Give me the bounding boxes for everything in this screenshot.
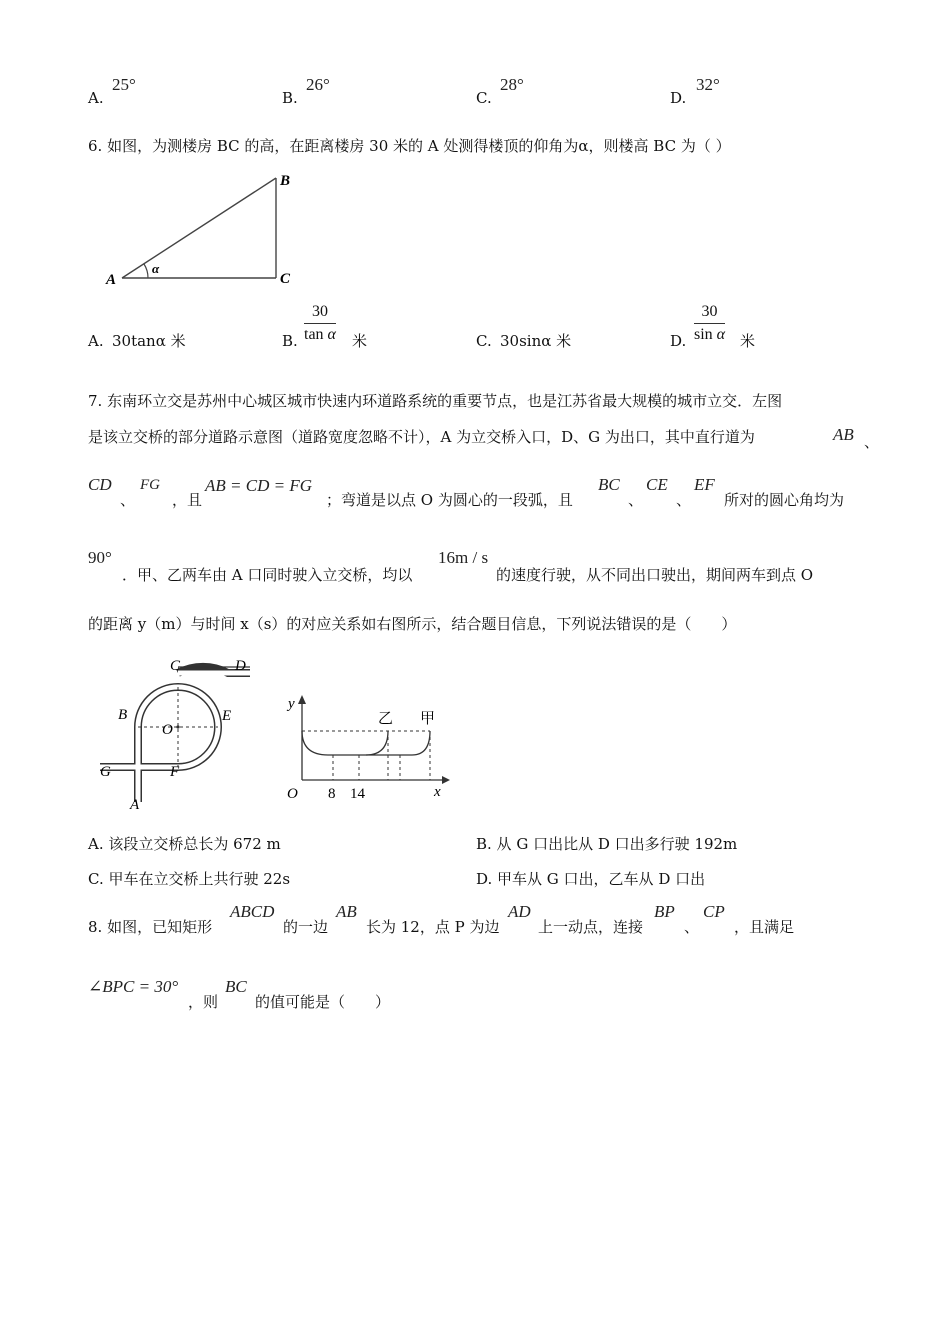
q7-graph-x-label: x <box>434 784 441 800</box>
q7-line-2: 是该立交桥的部分道路示意图（道路宽度忽略不计），A 为立交桥入口，D、G 为出口，其中直行道为 <box>88 428 755 446</box>
q8-sep: 、 <box>684 918 700 936</box>
q6-option-b-fraction <box>304 303 336 344</box>
q8-text-5: ，且满足 <box>734 918 795 936</box>
q6-option-a-letter: A. <box>88 332 104 350</box>
q7-graph-tick-14: 14 <box>350 786 365 802</box>
q6-option-d-numerator: 30 <box>694 303 725 324</box>
q5-option-a-value: 25° <box>112 75 136 94</box>
q7-math-fg: FG <box>140 477 160 493</box>
q5-option-b-letter: B. <box>282 89 298 107</box>
q7-fig-label-b: B <box>118 707 128 723</box>
q7-graph-y-label: y <box>288 696 295 712</box>
q6-option-a-text: 30tanα 米 <box>112 332 186 350</box>
q5-option-d-letter: D. <box>670 89 687 107</box>
q7-fig-label-c: C <box>170 658 181 674</box>
q7-sep-3: 、 <box>628 491 644 509</box>
q8-math-bp: BP <box>654 902 675 921</box>
q7-option-b: B. 从 G 口出比从 D 口出多行驶 192m <box>476 835 738 853</box>
q7-line-3-end: 所对的圆心角均为 <box>724 491 845 509</box>
q7-fig-label-d: D <box>235 658 246 674</box>
q7-math-cd: CD <box>88 475 112 494</box>
q7-graph-figure <box>282 690 452 806</box>
q7-qie: ，且 <box>172 491 203 509</box>
q7-line-5: 的距离 y（m）与时间 x（s）的对应关系如右图所示，结合题目信息，下列说法错误的是（ ） <box>88 615 737 633</box>
q8-math-ab: AB <box>336 902 357 921</box>
q7-option-c: C. 甲车在立交桥上共行驶 22s <box>88 870 291 888</box>
q8-text-1: 8. 如图，已知矩形 <box>88 918 213 936</box>
q6-label-a: A <box>106 272 117 288</box>
q7-sep-4: 、 <box>676 491 692 509</box>
q6-option-d-fraction <box>694 303 725 344</box>
q5-option-c-letter: C. <box>476 89 492 107</box>
q7-math-equality: AB = CD = FG <box>205 476 312 495</box>
q8-text-4: 上一动点，连接 <box>538 918 644 936</box>
q6-option-d-unit: 米 <box>740 332 756 350</box>
q6-option-b-den-var: α <box>327 326 336 343</box>
q7-math-90: 90° <box>88 548 112 567</box>
q7-math-speed: 16m / s <box>438 548 489 567</box>
q7-graph-origin: O <box>287 786 298 802</box>
q7-fig-label-a: A <box>130 797 140 812</box>
q6-label-alpha: α <box>152 261 160 276</box>
q8-math-cp: CP <box>703 902 725 921</box>
q6-option-b-numerator: 30 <box>304 303 336 324</box>
q6-label-c: C <box>280 271 291 287</box>
q6-stem: 6. 如图，为测楼房 BC 的高，在距离楼房 30 米的 A 处测得楼顶的仰角为α，则楼高 BC 为（ ） <box>88 137 731 155</box>
q7-math-ce: CE <box>646 475 668 494</box>
q5-option-c-value: 28° <box>500 75 524 94</box>
q6-label-b: B <box>280 173 291 189</box>
q7-math-bc: BC <box>598 475 620 494</box>
q8-text-3: 长为 12，点 P 为边 <box>366 918 500 936</box>
q8-math-angle: ∠BPC = 30° <box>88 977 179 996</box>
q5-option-b-value: 26° <box>306 75 330 94</box>
q5-option-a-letter: A. <box>88 89 104 107</box>
q7-graph-label-jia: 甲 <box>420 711 436 727</box>
q7-fig-label-f: F <box>170 764 180 780</box>
q6-option-b-den-fn: tan <box>304 326 324 343</box>
q6-triangle-figure <box>100 165 310 290</box>
q6-option-c-letter: C. <box>476 332 492 350</box>
q7-math-ef: EF <box>694 475 715 494</box>
q7-fig-label-e: E <box>222 708 232 724</box>
q8-math-bc: BC <box>225 977 247 996</box>
q7-sep-1: 、 <box>864 433 880 451</box>
q6-option-b-unit: 米 <box>352 332 368 350</box>
q8-math-ad: AD <box>508 902 531 921</box>
q7-option-d: D. 甲车从 G 口出，乙车从 D 口出 <box>476 870 706 888</box>
q6-option-c-text: 30sinα 米 <box>500 332 572 350</box>
q7-interchange-figure <box>98 652 263 812</box>
q7-math-ab: AB <box>833 425 854 444</box>
q6-option-d-den-var: α <box>716 326 726 343</box>
q7-graph-tick-8: 8 <box>328 786 336 802</box>
q7-line-4-start: ．甲、乙两车由 A 口同时驶入立交桥，均以 <box>122 566 413 584</box>
q6-option-d-letter: D. <box>670 332 687 350</box>
q7-graph-label-yi: 乙 <box>378 711 394 727</box>
q8-text-6: ，则 <box>188 993 219 1011</box>
q7-fig-label-g: G <box>100 764 111 780</box>
q8-text-2: 的一边 <box>283 918 329 936</box>
q6-option-b-letter: B. <box>282 332 298 350</box>
q7-sep-2: 、 <box>120 491 136 509</box>
q5-option-d-value: 32° <box>696 75 720 94</box>
q7-line-4-end: 的速度行驶，从不同出口驶出，期间两车到点 O <box>496 566 814 584</box>
q7-option-a: A. 该段立交桥总长为 672 m <box>88 835 281 853</box>
q7-line-3-mid: ；弯道是以点 O 为圆心的一段弧，且 <box>326 491 573 509</box>
q7-line-1: 7. 东南环立交是苏州中心城区城市快速内环道路系统的重要节点，也是江苏省最大规模的城市立交．左图 <box>88 392 783 410</box>
q7-fig-label-o: O <box>162 722 173 738</box>
q8-math-abcd: ABCD <box>230 902 275 921</box>
q6-option-d-den-fn: sin <box>694 326 713 343</box>
q8-text-7: 的值可能是（ ） <box>255 993 391 1011</box>
